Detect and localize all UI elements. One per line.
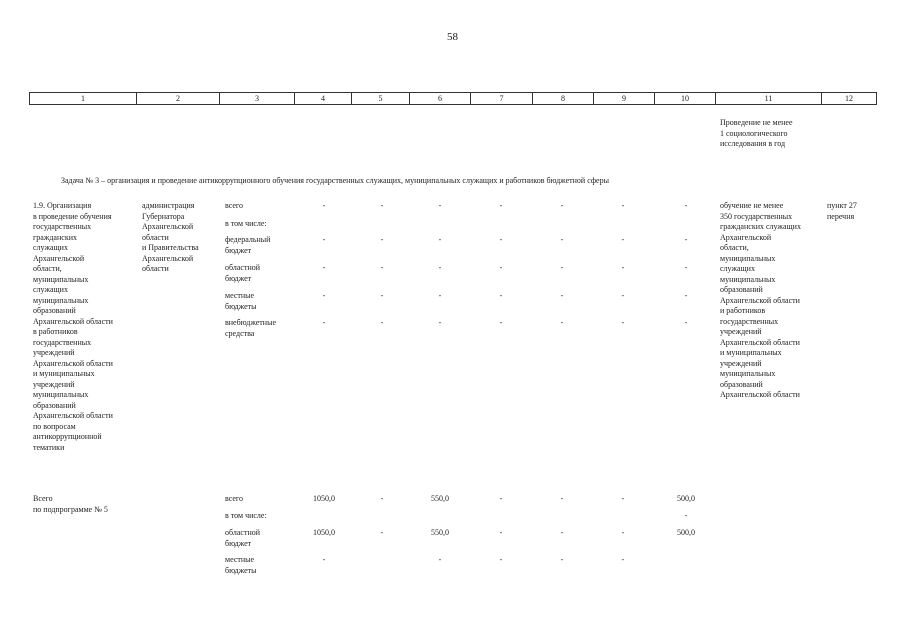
total-label: Всего по подпрограмме № 5 xyxy=(33,494,108,514)
header-cell: 6 xyxy=(410,93,471,105)
value-cell: - xyxy=(380,201,384,210)
header-cell: 1 xyxy=(30,93,137,105)
measure-link: пункт 27 перечня xyxy=(827,201,857,221)
source-including-label: в том числе: xyxy=(225,219,267,228)
value-cell: - xyxy=(380,235,384,244)
value-cell: - xyxy=(438,201,442,210)
value-cell: - xyxy=(499,201,503,210)
value-cell: - xyxy=(380,263,384,272)
total-value-cell: 1050,0 xyxy=(313,528,335,537)
header-cell: 12 xyxy=(822,93,877,105)
value-cell: - xyxy=(684,291,688,300)
header-cell: 3 xyxy=(220,93,295,105)
header-cell: 7 xyxy=(471,93,533,105)
column-number-header xyxy=(29,92,877,105)
total-value-cell: 550,0 xyxy=(431,528,449,537)
total-value-cell: - xyxy=(560,555,564,564)
value-cell: - xyxy=(322,201,326,210)
value-cell: - xyxy=(438,263,442,272)
value-cell: - xyxy=(438,235,442,244)
total-source-local-label: местные бюджеты xyxy=(225,555,257,575)
header-cell: 5 xyxy=(352,93,410,105)
value-cell: - xyxy=(621,263,625,272)
value-cell: - xyxy=(560,263,564,272)
total-value-cell: - xyxy=(438,555,442,564)
value-cell: - xyxy=(499,263,503,272)
page-number: 58 xyxy=(447,31,458,43)
source-total-label: всего xyxy=(225,201,244,210)
total-value-cell: - xyxy=(322,555,326,564)
total-value-cell: - xyxy=(621,555,625,564)
total-value-cell: 500,0 xyxy=(677,528,695,537)
value-cell: - xyxy=(621,318,625,327)
value-cell: - xyxy=(684,235,688,244)
value-cell: - xyxy=(499,291,503,300)
measure-executor: администрация Губернатора Архангельской области и Правительства Архангельской области xyxy=(142,201,199,273)
total-value-cell: - xyxy=(499,494,503,503)
value-cell: - xyxy=(438,318,442,327)
measure-result: обучение не менее 350 государственных гражданских служащих Архангельской области, муниципальных служащих муниципальных образований Архангельской области и работников государственных учреждений Архангельской области и муниципальных учреждений муниципальных образований Архангельской области xyxy=(720,201,801,399)
value-cell: - xyxy=(322,318,326,327)
value-cell: - xyxy=(621,235,625,244)
value-cell: - xyxy=(322,291,326,300)
total-value-cell: - xyxy=(560,528,564,537)
header-cell: 8 xyxy=(533,93,594,105)
value-cell: - xyxy=(684,318,688,327)
source-extrabudget-label: внебюджетные средства xyxy=(225,318,276,338)
value-cell: - xyxy=(438,291,442,300)
value-cell: - xyxy=(560,318,564,327)
header-cell: 2 xyxy=(137,93,220,105)
header-cell: 4 xyxy=(295,93,352,105)
value-cell: - xyxy=(621,201,625,210)
previous-result-text: Проведение не менее 1 социологического исследования в год xyxy=(720,118,793,148)
source-regional-label: областной бюджет xyxy=(225,263,261,283)
value-cell: - xyxy=(560,291,564,300)
total-value-cell: - xyxy=(499,528,503,537)
total-value-cell: 500,0 xyxy=(677,494,695,503)
value-cell: - xyxy=(322,263,326,272)
value-cell: - xyxy=(560,235,564,244)
header-cell: 9 xyxy=(594,93,655,105)
total-value-cell: 1050,0 xyxy=(313,494,335,503)
total-value-cell: - xyxy=(684,511,688,520)
source-local-label: местные бюджеты xyxy=(225,291,257,311)
total-source-including-label: в том числе: xyxy=(225,511,267,520)
task-3-title: Задача № 3 – организация и проведение антикоррупционного обучения государственных служащих, муниципальных служащих и работников бюджетной сферы xyxy=(61,176,609,185)
total-value-cell: - xyxy=(380,528,384,537)
total-value-cell: - xyxy=(499,555,503,564)
header-cell: 11 xyxy=(716,93,822,105)
total-value-cell: - xyxy=(560,494,564,503)
value-cell: - xyxy=(560,201,564,210)
total-value-cell: - xyxy=(621,528,625,537)
measure-name: 1.9. Организация в проведение обучения государственных гражданских служащих Архангельской области, муниципальных служащих муниципальных образований Архангельской области в работников государственных учреждений Архангельской области и муниципальных учреждений муниципальных образований Архангельской области по вопросам антикоррупционной тематики xyxy=(33,201,113,452)
value-cell: - xyxy=(621,291,625,300)
value-cell: - xyxy=(684,201,688,210)
total-value-cell: - xyxy=(621,494,625,503)
total-value-cell: - xyxy=(380,494,384,503)
value-cell: - xyxy=(322,235,326,244)
value-cell: - xyxy=(499,235,503,244)
value-cell: - xyxy=(499,318,503,327)
value-cell: - xyxy=(380,291,384,300)
value-cell: - xyxy=(684,263,688,272)
total-source-regional-label: областной бюджет xyxy=(225,528,261,548)
value-cell: - xyxy=(380,318,384,327)
total-value-cell: 550,0 xyxy=(431,494,449,503)
source-federal-label: федеральный бюджет xyxy=(225,235,271,255)
header-cell: 10 xyxy=(655,93,716,105)
total-source-total-label: всего xyxy=(225,494,244,503)
